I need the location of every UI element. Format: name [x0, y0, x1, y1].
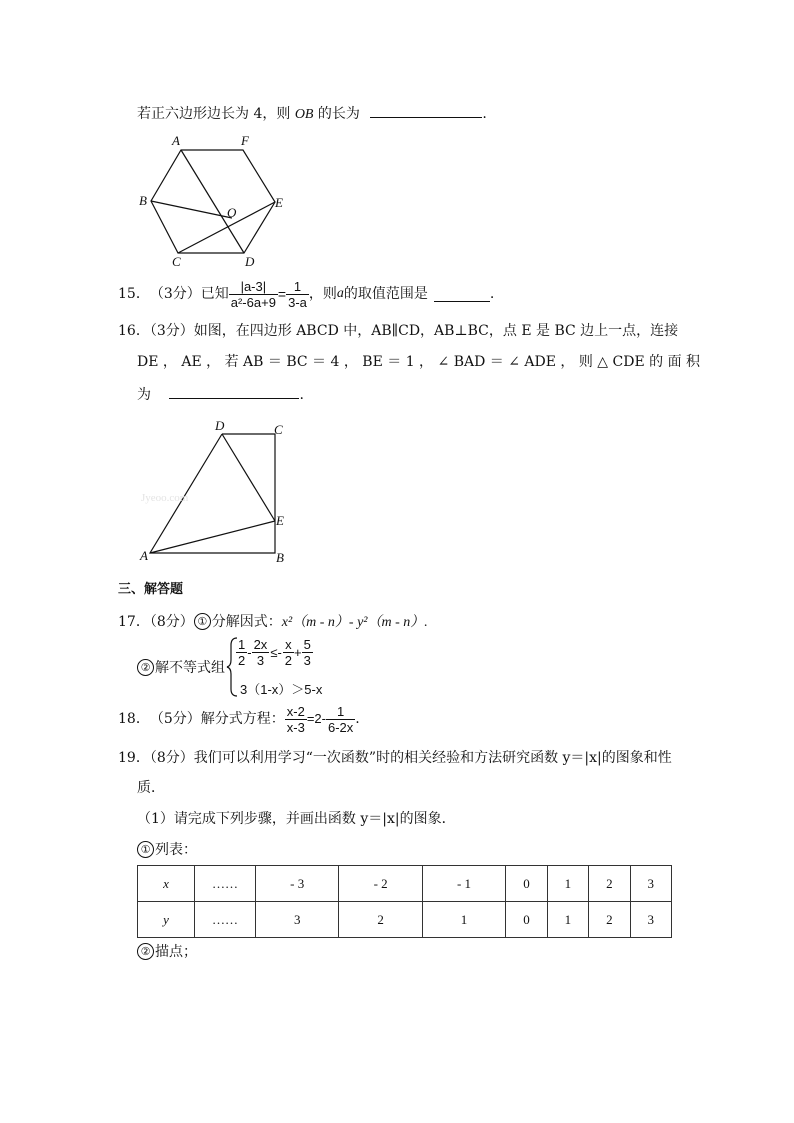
- segment-AD: [181, 150, 244, 253]
- label-D: D: [245, 254, 255, 269]
- q14-text-pre: 若正六边形边长为 4，则: [137, 106, 295, 122]
- q19-text-1: 我们可以利用学习“一次函数”时的相关经验和方法研究函数 y＝|x|的图象和性: [193, 750, 672, 766]
- q17-part2-label-wrap: [137, 658, 225, 678]
- table-row: [138, 902, 672, 938]
- q14-line: [137, 103, 487, 125]
- table-cell: 0: [506, 902, 547, 938]
- q16-end: .: [299, 387, 304, 403]
- label-B: B: [276, 550, 284, 565]
- table-cell: ……: [195, 902, 256, 938]
- q18-fraction-2: [326, 704, 355, 735]
- q18-f2-num: 1: [326, 704, 355, 720]
- q15-fraction-2: [286, 279, 309, 310]
- q17-inequality-2: 3（1-x）＞5-x: [240, 682, 323, 697]
- ineq1-minus: -: [247, 645, 252, 660]
- q18-f2-den: 6-2x: [327, 719, 354, 735]
- table-cell: ……: [195, 866, 256, 902]
- q16-score: （3分）: [149, 323, 194, 339]
- q19-line-2: 质．: [137, 780, 165, 796]
- ineq1-frac-c: [283, 637, 294, 668]
- q14-end: .: [482, 106, 487, 122]
- table-cell: 3: [630, 866, 671, 902]
- q19-step2: [137, 942, 197, 962]
- table-cell: 1: [422, 902, 505, 938]
- label-E: E: [275, 195, 283, 210]
- q16-text-3: 为: [137, 387, 151, 403]
- ineq1-b-num: 2x: [253, 637, 268, 652]
- ineq1-le: ≤-: [270, 645, 282, 660]
- label-O: O: [227, 205, 237, 220]
- q15-num: 15．: [118, 286, 150, 302]
- ineq1-a-den: 2: [238, 653, 246, 668]
- q15-var: a: [336, 286, 344, 301]
- q18-end: .: [355, 711, 360, 727]
- table-cell: 2: [589, 902, 630, 938]
- q19-sub1: （1）请完成下列步骤，并画出函数 y＝|x|的图象．: [137, 811, 456, 827]
- table-cell: x: [138, 866, 195, 902]
- circle-one-icon-2: ①: [137, 841, 154, 858]
- table-cell: 2: [339, 902, 422, 938]
- q19-score: （8分）: [149, 750, 194, 766]
- table-cell: 0: [506, 866, 547, 902]
- label-E: E: [276, 513, 284, 528]
- q14-answer-blank[interactable]: [370, 103, 482, 118]
- q19-step2-text: 描点；: [155, 944, 197, 960]
- q17-part1-expr: x²（m - n）- y²（m - n）.: [281, 615, 428, 630]
- q15-score: （3分）: [149, 286, 201, 302]
- segment-AE: [150, 521, 275, 553]
- label-C: C: [274, 422, 283, 437]
- ineq1-frac-d: [302, 637, 313, 668]
- xy-value-table: [137, 865, 672, 938]
- table-cell: 1: [547, 902, 588, 938]
- ineq1-c-den: 2: [284, 653, 293, 668]
- label-A: A: [140, 548, 148, 563]
- ineq1-plus: +: [294, 645, 302, 660]
- hexagon-figure: [130, 128, 300, 273]
- q18-mid: =2-: [306, 711, 326, 726]
- q18-f1-den: x-3: [286, 719, 305, 735]
- q15-end: .: [489, 286, 495, 302]
- q16-line-3: [137, 384, 304, 405]
- ineq1-d-num: 5: [303, 637, 311, 652]
- q16-line-2: DE ， AE ， 若 AB ＝ BC ＝ 4 ， BE ＝ 1 ， ∠ BAD ＝ ∠ ADE ， 则 △ CDE 的 面 积: [137, 354, 701, 370]
- q16-text-1: 如图，在四边形 ABCD 中，AB∥CD，AB⊥BC，点 E 是 BC 边上一点，连接: [193, 323, 679, 339]
- label-D: D: [215, 418, 225, 433]
- q14-text-post: 的长为: [313, 106, 365, 122]
- table-cell: 3: [256, 902, 339, 938]
- label-F: F: [241, 133, 249, 148]
- q18-label: 解分式方程：: [200, 711, 285, 727]
- q17-part1-label: 分解因式：: [211, 614, 282, 630]
- ineq1-a-num: 1: [238, 637, 246, 652]
- ineq1-frac-b: [252, 637, 270, 668]
- q17-part2-label: 解不等式组: [155, 660, 225, 676]
- q15-eq: =: [277, 286, 287, 302]
- table-cell: y: [138, 902, 195, 938]
- table-row: [138, 866, 672, 902]
- watermark: Jyeoo.com: [141, 492, 189, 504]
- section-3-title: 三、解答题: [118, 582, 184, 597]
- q18-f1-num: x-2: [286, 703, 305, 719]
- q19-step1-text: 列表：: [155, 842, 197, 858]
- q18-num: 18．: [118, 711, 150, 727]
- segment-BO: [151, 201, 232, 218]
- q18-fraction-1: [285, 704, 307, 735]
- q15-post-a: ，则: [308, 286, 337, 302]
- table-cell: 3: [630, 902, 671, 938]
- quadrilateral-figure: [135, 415, 305, 570]
- q17-num: 17．: [118, 614, 150, 630]
- table-cell: - 2: [339, 866, 422, 902]
- q15-frac2-num: 1: [286, 279, 309, 295]
- q19-num: 19．: [118, 750, 150, 766]
- q17-inequality-1: [236, 637, 313, 668]
- label-A: A: [172, 133, 180, 148]
- q15-frac2-den: 3-a: [288, 294, 307, 310]
- q15-frac1-num: |a-3|: [229, 279, 278, 295]
- ineq1-d-den: 3: [303, 653, 311, 668]
- q19-line-1: [118, 748, 672, 768]
- table-cell: - 1: [422, 866, 505, 902]
- table-cell: 2: [589, 866, 630, 902]
- label-B: B: [139, 193, 147, 208]
- q18-line: [118, 702, 360, 736]
- ineq1-b-den: 3: [256, 653, 265, 668]
- q15-post-b: 的取值范围是: [343, 286, 428, 302]
- label-C: C: [172, 254, 181, 269]
- q15-fraction-1: [229, 279, 278, 310]
- circle-two-icon: ②: [137, 659, 154, 676]
- circle-two-icon-2: ②: [137, 943, 154, 960]
- table-cell: - 3: [256, 866, 339, 902]
- ineq1-frac-a: [236, 637, 247, 668]
- segment-DE: [222, 434, 275, 521]
- q15-answer-blank[interactable]: [434, 287, 490, 302]
- q15-frac1-den: a²-6a+9: [230, 294, 276, 310]
- q16-num: 16．: [118, 323, 150, 339]
- q15-pre: 已知: [200, 286, 229, 302]
- ineq1-c-num: x: [283, 637, 294, 653]
- q17-line-1: [118, 612, 428, 633]
- q14-var: OB: [294, 107, 314, 122]
- q18-score: （5分）: [149, 711, 201, 727]
- q19-step1: [137, 840, 197, 860]
- table-cell: 1: [547, 866, 588, 902]
- q16-answer-blank[interactable]: [169, 384, 299, 399]
- q16-line-1: [118, 321, 678, 341]
- q15-line: [118, 278, 494, 310]
- q17-score: （8分）: [149, 614, 194, 630]
- circle-one-icon: ①: [194, 613, 211, 630]
